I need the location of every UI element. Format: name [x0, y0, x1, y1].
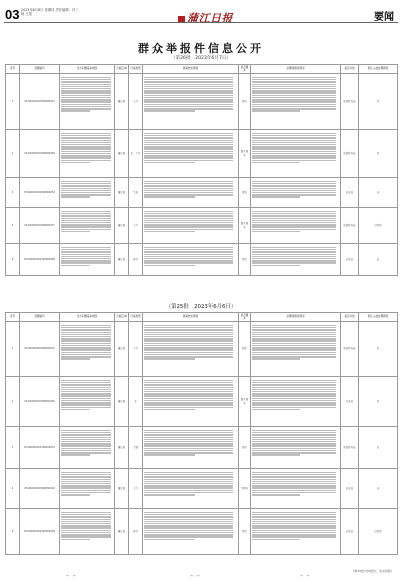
cell-investigation — [143, 469, 239, 509]
cell-investigation — [143, 74, 239, 130]
header-responsible: 责任人被处理情况 — [359, 65, 398, 74]
cell-investigation — [143, 130, 239, 178]
cell-num: 4 — [6, 469, 20, 509]
cell-investigation — [143, 377, 239, 427]
cell-done: 阶段性办结 — [341, 322, 359, 377]
cell-id: X5100000202306050012 — [20, 322, 60, 377]
cell-responsible: 已约谈 — [359, 509, 398, 555]
cell-investigation — [143, 208, 239, 244]
header-verified: 是否属实 — [239, 65, 251, 74]
cell-responsible: 无 — [359, 322, 398, 377]
cell-id: X5100000202306060048 — [20, 130, 60, 178]
cell-verified: 属实 — [239, 509, 251, 555]
cell-id: X5100000202306060031 — [20, 74, 60, 130]
cell-done: 阶段性办结 — [341, 208, 359, 244]
cell-id: D5100000202306050031 — [20, 427, 60, 469]
unreadable-text-block — [61, 181, 113, 198]
unreadable-text-block — [252, 133, 339, 163]
masthead — [0, 0, 402, 44]
unreadable-text-block — [252, 211, 339, 233]
cell-issue — [60, 244, 115, 276]
cell-investigation — [143, 427, 239, 469]
cell-issue — [60, 130, 115, 178]
unreadable-text-block — [61, 512, 113, 540]
unreadable-text-block — [252, 247, 339, 266]
report-table-batch-1 — [5, 64, 398, 276]
cell-handling — [251, 244, 341, 276]
unreadable-text-block — [144, 181, 237, 198]
cell-num: 3 — [6, 178, 20, 208]
cell-responsible: 无 — [359, 74, 398, 130]
table-row — [6, 178, 398, 208]
header-type: 污染类型 — [129, 313, 143, 322]
unreadable-text-block — [144, 325, 237, 360]
unreadable-text-block — [61, 472, 113, 496]
newspaper-logo — [178, 10, 233, 26]
cell-done: 已办结 — [341, 178, 359, 208]
cell-handling — [251, 208, 341, 244]
cell-type: 大气 — [129, 469, 143, 509]
cell-num: 5 — [6, 509, 20, 555]
cell-investigation — [143, 322, 239, 377]
header-region: 行政区域 — [115, 65, 129, 74]
unreadable-text-block — [252, 181, 339, 198]
cell-investigation — [143, 509, 239, 555]
table-row — [6, 74, 398, 130]
unreadable-text-block — [61, 430, 113, 456]
cell-issue — [60, 469, 115, 509]
batch2-label: （第25批 2023年6月6日） — [165, 304, 237, 310]
unreadable-text-block — [252, 325, 339, 360]
header-num: 序号 — [6, 313, 20, 322]
report-table-batch-2 — [5, 312, 398, 555]
header-id: 受理编号 — [20, 313, 60, 322]
cell-issue — [60, 377, 115, 427]
header-done: 是否办结 — [341, 65, 359, 74]
cell-handling — [251, 377, 341, 427]
cell-handling — [251, 178, 341, 208]
cell-handling — [251, 74, 341, 130]
table-row — [6, 469, 398, 509]
cell-region: 蒲江县 — [115, 322, 129, 377]
cell-region: 蒲江县 — [115, 377, 129, 427]
cell-type: 水、大气 — [129, 130, 143, 178]
section-name: 要闻 — [374, 12, 394, 23]
cell-responsible: 无 — [359, 178, 398, 208]
cell-handling — [251, 509, 341, 555]
cell-issue — [60, 509, 115, 555]
cell-verified: 不属实 — [239, 469, 251, 509]
unreadable-text-block — [252, 472, 339, 496]
cell-id: X5100000202306060077 — [20, 208, 60, 244]
cell-verified: 属实 — [239, 427, 251, 469]
cell-issue — [60, 322, 115, 377]
unreadable-text-block — [144, 211, 237, 233]
unreadable-text-block — [144, 472, 237, 496]
cell-num: 1 — [6, 74, 20, 130]
unreadable-text-block — [252, 77, 339, 112]
cell-handling — [251, 469, 341, 509]
unreadable-text-block — [144, 512, 237, 540]
unreadable-text-block — [61, 380, 113, 410]
header-issue: 交办问题基本情况 — [60, 313, 115, 322]
cell-done: 已办结 — [341, 244, 359, 276]
cell-id: D5100000202306060052 — [20, 178, 60, 208]
cell-id: D5100000202306060089 — [20, 244, 60, 276]
cell-investigation — [143, 244, 239, 276]
cell-region: 蒲江县 — [115, 208, 129, 244]
cell-num: 4 — [6, 208, 20, 244]
cell-region: 蒲江县 — [115, 509, 129, 555]
cell-type: 水 — [129, 377, 143, 427]
header-investigation: 调查核实情况 — [143, 313, 239, 322]
cell-handling — [251, 427, 341, 469]
cell-type: 土壤 — [129, 427, 143, 469]
table-header-row — [6, 313, 398, 322]
masthead-rule — [4, 22, 398, 23]
header-verified: 是否属实 — [239, 313, 251, 322]
header-issue: 交办问题基本情况 — [60, 65, 115, 74]
cell-verified: 属实 — [239, 322, 251, 377]
unreadable-text-block — [61, 133, 113, 163]
table-header-row — [6, 65, 398, 74]
header-done: 是否办结 — [341, 313, 359, 322]
cell-done: 阶段性办结 — [341, 130, 359, 178]
cell-type: 生态 — [129, 178, 143, 208]
cell-verified: 属实 — [239, 244, 251, 276]
cell-verified: 属实 — [239, 74, 251, 130]
cell-done: 阶段性办结 — [341, 74, 359, 130]
cell-issue — [60, 74, 115, 130]
cell-investigation — [143, 178, 239, 208]
table-row — [6, 377, 398, 427]
unreadable-text-block — [144, 77, 237, 112]
header-id: 受理编号 — [20, 65, 60, 74]
cell-region: 蒲江县 — [115, 178, 129, 208]
footnote: （第25批/共5批次，未完待续） — [351, 569, 394, 573]
fold-mark-icon: ✂ ✂ — [300, 573, 311, 578]
header-investigation: 调查核实情况 — [143, 65, 239, 74]
cell-num: 2 — [6, 377, 20, 427]
batch1-label: （第26批 2023年6月7日） — [170, 56, 232, 61]
cell-done: 已办结 — [341, 377, 359, 427]
cell-region: 蒲江县 — [115, 427, 129, 469]
logo-text: 蒲江日报 — [187, 12, 233, 25]
cell-region: 蒲江县 — [115, 244, 129, 276]
header-responsible: 责任人被处理情况 — [359, 313, 398, 322]
header-type: 污染类型 — [129, 65, 143, 74]
unreadable-text-block — [144, 133, 237, 163]
cell-done: 阶段性办结 — [341, 427, 359, 469]
cell-verified: 属实 — [239, 178, 251, 208]
cell-responsible: 无 — [359, 377, 398, 427]
table-row — [6, 322, 398, 377]
table-row — [6, 509, 398, 555]
cell-id: X5100000202306050044 — [20, 469, 60, 509]
cell-type: 大气 — [129, 74, 143, 130]
cell-type: 噪音 — [129, 509, 143, 555]
cell-region: 蒲江县 — [115, 74, 129, 130]
cell-handling — [251, 130, 341, 178]
unreadable-text-block — [61, 77, 113, 112]
cell-num: 3 — [6, 427, 20, 469]
report-title: 群众举报件信息公开 — [138, 42, 264, 55]
unreadable-text-block — [144, 247, 237, 266]
cell-issue — [60, 427, 115, 469]
cell-verified: 部分属实 — [239, 130, 251, 178]
cell-id: D5100000202306050058 — [20, 509, 60, 555]
cell-verified: 部分属实 — [239, 208, 251, 244]
cell-region: 蒲江县 — [115, 469, 129, 509]
cell-done: 已办结 — [341, 509, 359, 555]
unreadable-text-block — [252, 380, 339, 410]
cell-verified: 部分属实 — [239, 377, 251, 427]
cell-id: X5100000202306050026 — [20, 377, 60, 427]
unreadable-text-block — [144, 380, 237, 410]
table-row — [6, 130, 398, 178]
unreadable-text-block — [144, 430, 237, 456]
header-region: 行政区域 — [115, 313, 129, 322]
cell-region: 蒲江县 — [115, 130, 129, 178]
table-row — [6, 208, 398, 244]
cell-type: 噪音 — [129, 244, 143, 276]
table-row — [6, 427, 398, 469]
unreadable-text-block — [252, 512, 339, 540]
date-line: 2023年6月8日 星期四 责任编辑：肖三娥 王果 — [21, 8, 79, 17]
unreadable-text-block — [61, 211, 113, 233]
page-number: 03 — [5, 7, 20, 22]
header-num: 序号 — [6, 65, 20, 74]
cell-responsible: 已约谈 — [359, 208, 398, 244]
cell-type: 大气 — [129, 208, 143, 244]
cell-type: 大气 — [129, 322, 143, 377]
cell-responsible: 无 — [359, 130, 398, 178]
cell-responsible: 无 — [359, 244, 398, 276]
table-row — [6, 244, 398, 276]
cell-issue — [60, 178, 115, 208]
cell-num: 1 — [6, 322, 20, 377]
header-handling: 处理和整改情况 — [251, 65, 341, 74]
fold-mark-icon: ✂ ✂ — [66, 573, 77, 578]
cell-done: 已办结 — [341, 469, 359, 509]
header-handling: 处理和整改情况 — [251, 313, 341, 322]
unreadable-text-block — [252, 430, 339, 456]
cell-responsible: 无 — [359, 469, 398, 509]
cell-responsible: 无 — [359, 427, 398, 469]
unreadable-text-block — [61, 325, 113, 360]
cell-num: 2 — [6, 130, 20, 178]
fold-mark-icon: ✂ ✂ — [190, 573, 201, 578]
cell-num: 5 — [6, 244, 20, 276]
unreadable-text-block — [61, 247, 113, 266]
cell-handling — [251, 322, 341, 377]
cell-issue — [60, 208, 115, 244]
